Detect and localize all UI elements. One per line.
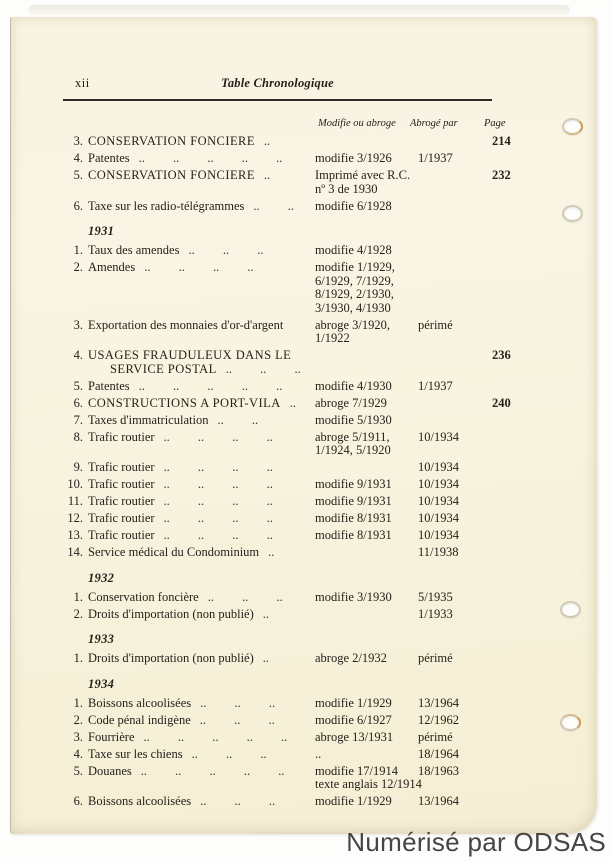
item-cell [63,495,315,509]
row-number: 6. [73,795,83,808]
row-text [88,608,315,622]
dot-leader: .. .. .. [200,696,276,710]
item-cell [63,431,315,445]
modifie-cell [315,319,418,346]
dot-leader: .. .. .. .. .. [140,764,285,778]
punch-hole [562,118,583,135]
modifie-line: modifie 4/1928 [315,243,392,257]
modifie-cell [315,169,418,196]
dot-leader: .. .. .. .. [144,261,254,274]
modifie-line: abroge 5/1911, [315,429,390,444]
row-title: CONSERVATION FONCIERE [88,135,255,148]
modifie-cell [315,380,418,394]
dot-leader: .. .. .. .. [163,495,273,508]
toc-row [63,512,492,526]
dot-leader: .. .. .. [200,795,276,808]
modifie-cell [315,478,418,492]
abroge-cell: 1/1937 [418,151,453,165]
item-cell [63,380,315,394]
dot-leader: .. .. .. [225,361,301,376]
page-cell: 232 [492,168,511,182]
row-number: 5. [73,764,83,778]
item-line [88,591,315,605]
row-number: 1. [73,652,83,665]
item-cell [63,169,315,183]
item-line [88,380,315,394]
row-text [88,261,315,275]
row-number: 3. [73,730,83,744]
row-text [88,349,315,376]
item-cell [63,795,315,809]
row-number: 8. [73,430,83,444]
item-cell [63,261,315,275]
item-cell [63,512,315,526]
item-line [88,135,315,149]
row-text [88,591,315,605]
row-title: Droits d'importation (non publié) [88,607,254,621]
page-cell: 214 [492,134,511,148]
abroge-cell: 10/1934 [418,429,459,444]
row-number: 6. [73,396,83,410]
toc-row [63,652,492,666]
toc-body [63,134,511,809]
row-number: 1. [73,590,83,604]
row-number: 4. [73,349,83,362]
book-page [11,17,597,834]
modifie-line: modifie 3/1926 [315,151,392,165]
row-text [88,380,315,394]
item-cell [63,652,315,666]
abroge-cell: 13/1964 [418,794,459,808]
row-title: Boissons alcoolisées [88,696,192,710]
row-number: 2. [73,607,83,621]
row-number: 3. [73,135,83,148]
row-title: Trafic routier [88,478,155,491]
item-line [88,414,315,428]
item-line [88,152,315,166]
toc-row [63,348,511,376]
row-number: 3. [73,318,83,332]
toc-row [63,495,492,509]
modifie-line: modifie 9/1931 [315,477,392,491]
dot-leader: .. [289,396,296,410]
modifie-line: modifie 1/1929 [315,794,392,808]
modifie-cell [315,795,418,809]
item-cell [63,697,315,711]
abroge-cell: 10/1934 [418,494,459,508]
item-cell [63,731,315,745]
running-title: Table Chronologique [221,76,334,90]
modifie-line: abroge 7/1929 [315,395,387,410]
abroge-cell: 10/1934 [418,511,459,525]
toc-row [63,395,511,411]
row-title: Douanes [88,764,132,778]
header-rule [63,99,492,101]
item-cell [63,152,315,166]
item-line [88,261,315,275]
toc-row [63,591,492,605]
item-line [88,608,315,622]
modifie-line: 6/1929, 7/1929, [315,273,394,288]
toc-row [63,414,492,428]
modifie-line: 1/1924, 5/1920 [315,443,391,457]
modifie-cell [315,731,418,745]
row-text [88,714,315,728]
toc-row [63,134,511,149]
punch-hole [562,205,583,222]
modifie-line: modifie 17/1914 [315,763,398,778]
item-cell [63,546,315,560]
item-cell [63,135,315,149]
folio-number: xii [75,76,90,90]
item-cell [63,200,315,214]
modifie-line: modifie 8/1931 [315,528,392,542]
toc-row [63,261,492,315]
abroge-cell: 18/1963 [418,763,459,778]
column-headers [63,118,506,129]
item-line [88,200,315,214]
row-number: 12. [67,512,83,525]
item-line [88,461,315,475]
toc-row [63,608,492,622]
row-title: Trafic routier [88,495,155,508]
row-number: 2. [73,261,83,274]
item-cell [63,591,315,605]
row-number: 9. [73,461,83,474]
row-text [88,461,315,475]
row-number: 13. [67,529,83,542]
modifie-cell [315,431,418,458]
modifie-cell [315,591,418,605]
modifie-line: nº 3 de 1930 [315,181,378,196]
dot-leader: .. .. .. [199,713,275,727]
row-text [88,731,315,745]
punch-hole [560,714,581,731]
abroge-cell: 1/1937 [418,378,453,393]
dot-leader: .. .. .. [207,590,283,604]
dot-leader: .. .. .. .. [163,478,273,491]
toc-row [63,795,492,809]
dot-leader: .. .. [217,413,259,427]
row-title: Amendes [88,261,136,274]
toc-row [63,765,492,792]
modifie-line: abroge 2/1932 [315,651,387,665]
abroge-cell: 10/1934 [418,460,459,474]
modifie-cell [315,763,422,792]
abroge-cell: 10/1934 [418,477,459,491]
row-title: Trafic routier [88,512,155,525]
column-header-page: Page [484,118,506,129]
modifie-cell [315,495,418,509]
row-number: 4. [73,747,83,761]
toc-row [63,152,492,166]
modifie-line: modifie 4/1930 [315,378,392,393]
row-text [88,200,315,214]
year-heading: 1931 [88,224,115,238]
item-line [88,697,315,711]
toc-row [63,714,492,728]
row-number: 6. [73,199,83,213]
toc-row [63,748,492,762]
modifie-cell [315,244,418,258]
row-title: Taux des amendes [88,244,180,257]
row-number: 10. [67,478,83,491]
year-heading: 1932 [88,570,115,585]
row-text [88,414,315,428]
dot-leader: .. .. .. .. .. [143,730,288,744]
item-line [88,495,315,509]
row-title: Conservation foncière [88,590,199,604]
item-cell [63,608,315,622]
row-text [88,546,315,560]
modifie-line: modifie 3/1930 [315,589,392,604]
item-line [88,244,315,258]
row-title: Trafic routier [88,430,155,444]
item-line [88,748,315,762]
row-text [88,697,315,711]
item-line [88,431,315,445]
modifie-cell [315,697,418,711]
item-line [88,795,315,809]
row-title: Taxe sur les chiens [88,747,183,761]
dot-leader: .. .. .. .. [163,461,273,474]
row-text [88,495,315,509]
modifie-cell [315,152,418,166]
row-number: 5. [73,379,83,393]
item-cell [63,349,315,376]
abroge-cell: 12/1962 [418,712,459,727]
row-text [88,529,315,543]
row-text [88,765,315,779]
modifie-line: modifie 5/1930 [315,412,392,427]
dot-leader: .. [262,652,270,665]
item-line [88,397,315,411]
item-line [88,714,315,728]
abroge-cell: 1/1933 [418,606,453,621]
column-header-modifie: Modifie ou abroge [318,118,396,129]
toc-row [63,168,511,196]
item-cell [63,414,315,428]
row-title: Code pénal indigène [88,713,191,727]
row-title: Taxes d'immatriculation [88,413,209,427]
row-text [88,152,315,166]
modifie-cell [315,261,418,315]
row-text [88,135,315,149]
row-number: 5. [73,169,83,182]
page-content [63,76,511,812]
dot-leader: .. .. [253,199,294,213]
dot-leader: .. .. .. .. .. [138,152,283,165]
row-text [88,652,315,666]
row-number: 2. [73,713,83,727]
dot-leader: .. .. .. .. .. [138,379,283,393]
row-title: Fourrière [88,730,135,744]
row-text [88,244,315,258]
row-title: Exportation des monnaies d'or-d'argent [88,318,284,332]
item-line [88,169,315,183]
dot-leader: .. .. .. .. [163,512,273,525]
toc-row [63,200,492,214]
scan-top-shadow [28,5,570,15]
item-line-continued [88,363,315,377]
item-line [88,349,315,363]
modifie-cell [315,714,418,728]
row-title: CONSERVATION FONCIERE [88,169,255,182]
item-cell [63,244,315,258]
row-text [88,431,315,445]
modifie-cell [315,748,418,762]
abroge-cell: périmé [418,317,453,332]
toc-row [63,478,492,492]
row-text [88,319,315,333]
toc-row [63,546,492,560]
row-title: Boissons alcoolisées [88,795,192,808]
toc-row [63,244,492,258]
item-line [88,529,315,543]
dot-leader: .. .. .. [188,244,264,257]
page-cell: 240 [492,395,511,410]
modifie-line: modifie 9/1931 [315,494,392,508]
modifie-line: abroge 13/1931 [315,729,394,744]
page-header [63,76,492,97]
dot-leader: .. .. .. [191,747,267,761]
page-cell: 236 [492,348,511,362]
modifie-line: modifie 8/1931 [315,511,392,525]
row-title: Taxe sur les radio-télégrammes [88,199,245,213]
row-title: Droits d'importation (non publié) [88,652,254,665]
modifie-line: 1/1922 [315,331,350,345]
modifie-cell [315,200,418,214]
dot-leader: .. .. .. .. [163,430,273,444]
dot-leader: .. [268,546,275,559]
row-title: Service médical du Condominium [88,546,260,559]
row-title: USAGES FRAUDULEUX DANS LE [88,349,292,362]
item-cell [63,748,315,762]
modifie-line: abroge 3/1920, [315,317,390,332]
item-line [88,765,315,779]
modifie-line: modifie 6/1928 [315,198,392,213]
row-title-continued: SERVICE POSTAL [110,361,217,376]
modifie-line: Imprimé avec R.C. [315,168,411,182]
row-text [88,748,315,762]
item-cell [63,319,315,333]
dot-leader: .. [263,135,271,148]
row-number: 4. [73,152,83,165]
row-text [88,795,315,809]
toc-row [63,431,492,458]
row-title: Patentes [88,152,130,165]
item-line [88,319,315,333]
row-number: 7. [73,413,83,427]
row-title: Trafic routier [88,529,155,542]
item-line [88,512,315,526]
abroge-cell: 18/1964 [418,746,459,761]
item-line [88,478,315,492]
item-cell [63,765,315,779]
modifie-cell [315,652,418,666]
item-cell [63,461,315,475]
item-line [88,546,315,560]
row-text [88,478,315,492]
modifie-line: .. [315,746,322,761]
item-cell [63,529,315,543]
column-header-abroge: Abrogé par [410,118,458,129]
watermark-text: Numérisé par ODSAS [346,827,606,857]
toc-row [63,731,492,745]
abroge-cell: 10/1934 [418,528,459,542]
row-text [88,512,315,526]
modifie-line: 3/1930, 4/1930 [315,300,391,315]
dot-leader: .. .. .. .. [163,529,273,542]
abroge-cell: 5/1935 [418,589,453,604]
modifie-line: modifie 1/1929, [315,260,395,274]
item-line [88,731,315,745]
toc-row [63,319,492,346]
row-title: Patentes [88,379,130,393]
toc-row [63,461,492,475]
modifie-line: modifie 6/1927 [315,712,392,727]
toc-row [63,529,492,543]
modifie-cell [315,512,418,526]
abroge-cell: 13/1964 [418,695,459,710]
modifie-line: modifie 1/1929 [315,695,392,710]
toc-row [63,697,492,711]
item-line [88,652,315,666]
row-title: CONSTRUCTIONS A PORT-VILA [88,396,281,410]
abroge-cell: périmé [418,651,453,665]
modifie-cell [315,529,418,543]
row-text [88,397,315,411]
modifie-cell [315,414,418,428]
row-number: 1. [73,696,83,710]
modifie-cell [315,397,418,411]
year-heading: 1934 [88,676,115,691]
item-cell [63,397,315,411]
toc-row [63,380,492,394]
abroge-cell: périmé [418,729,453,744]
modifie-line: 8/1929, 2/1930, [315,287,394,301]
row-title: Trafic routier [88,461,155,474]
year-heading: 1933 [88,632,115,646]
row-number: 11. [67,495,83,508]
abroge-cell: 11/1938 [418,545,459,559]
row-number: 1. [73,244,83,257]
dot-leader: .. [262,607,270,621]
item-cell [63,714,315,728]
row-number: 14. [67,546,83,559]
modifie-line: texte anglais 12/1914 [315,777,422,791]
punch-hole [560,601,581,618]
item-cell [63,478,315,492]
dot-leader: .. [263,169,271,182]
column-header-spacer [63,118,318,129]
row-text [88,169,315,183]
